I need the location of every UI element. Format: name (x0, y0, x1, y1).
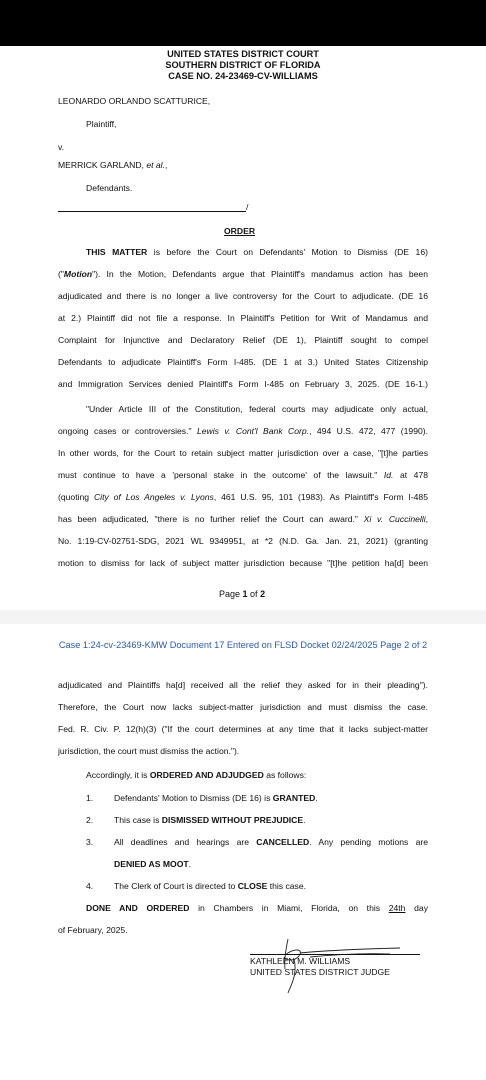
p2-line4: jurisdiction, the court must dismiss the action."). (58, 746, 240, 756)
judge-title: UNITED STATES DISTRICT JUDGE (250, 967, 390, 977)
para1-line4: at 2.) Plaintiff did not file a response. In Plaintiff's Petition for Writ of Mandamus and (58, 313, 428, 323)
top-black-bar (0, 0, 486, 46)
defendant-name: MERRICK GARLAND, et al., (58, 160, 168, 170)
para1-line3: adjudicated and there is no longer a live controversy for the Court to adjudicate. (DE 16 (58, 291, 428, 301)
para1-line6: Defendants to adjudicate Plaintiff's Form I-485. (DE 1 at 3.) United States Citizenship (58, 357, 428, 367)
plaintiff-name: LEONARDO ORLANDO SCATTURICE, (58, 96, 211, 106)
para1-line2: ("Motion"). In the Motion, Defendants argue that Plaintiff's mandamus action has been (58, 269, 428, 279)
defendant-role: Defendants. (86, 183, 133, 193)
para2-line1: "Under Article III of the Constitution, federal courts may adjudicate only actual, (86, 404, 428, 414)
p2-line3: Fed. R. Civ. P. 12(h)(3) ("If the court determines at any time that it lacks subject-matter (58, 724, 428, 734)
done-ordered-line: DONE AND ORDERED in Chambers in Miami, Florida, on this 24th day (86, 903, 428, 913)
page-gap (0, 610, 486, 624)
case-number: CASE NO. 24-23469-CV-WILLIAMS (168, 71, 318, 81)
para1-line7: and Immigration Services denied Plaintiff's Form I-485 on February 3, 2025. (DE 16-1.) (58, 379, 428, 389)
ecf-header: Case 1:24-cv-23469-KMW Document 17 Entered on FLSD Docket 02/24/2025 Page 2 of 2 (58, 640, 428, 650)
item4-text: The Clerk of Court is directed to CLOSE this case. (114, 881, 307, 891)
para1-line1: THIS MATTER is before the Court on Defendants' Motion to Dismiss (DE 16) (86, 247, 428, 257)
para2-line4: must continue to have a 'personal stake in the outcome' of the lawsuit." Id. at 478 (58, 470, 429, 480)
para1-line5: Complaint for Injunctive and Declaratory Relief (DE 1), Plaintiff sought to compel (58, 335, 428, 345)
document-page-2 (0, 624, 486, 1080)
page-footer: Page 1 of 2 (219, 589, 266, 599)
item3-text: All deadlines and hearings are CANCELLED. Any pending motions are (114, 837, 428, 847)
court-name: UNITED STATES DISTRICT COURT (167, 49, 319, 59)
item2-text: This case is DISMISSED WITHOUT PREJUDICE. (114, 815, 306, 825)
p2-line2: Therefore, the Court now lacks subject-matter jurisdiction and must dismiss the case. (58, 702, 428, 712)
item3-number: 3. (86, 837, 94, 847)
para2-line7: No. 1:19-CV-02751-SDG, 2021 WL 9349951, at *2 (N.D. Ga. Jan. 21, 2021) (granting (58, 536, 428, 546)
para2-line6: has been adjudicated, "there is no further relief the Court can award." Xi v. Cuccinelli, (58, 514, 428, 524)
judge-name: KATHLEEN M. WILLIAMS (250, 956, 351, 966)
signature-line (250, 954, 420, 955)
item1-text: Defendants' Motion to Dismiss (DE 16) is GRANTED. (114, 793, 318, 803)
item1-number: 1. (86, 793, 94, 803)
caption-rule (58, 211, 246, 212)
versus-label: v. (58, 142, 65, 152)
district-name: SOUTHERN DISTRICT OF FLORIDA (165, 60, 321, 70)
caption-slash: / (246, 202, 249, 212)
para2-line2: ongoing cases or controversies." Lewis v. Cont'l Bank Corp., 494 U.S. 472, 477 (1990). (58, 426, 429, 436)
plaintiff-role: Plaintiff, (86, 119, 117, 129)
item2-number: 2. (86, 815, 94, 825)
accordingly-line: Accordingly, it is ORDERED AND ADJUDGED as follows: (86, 770, 307, 780)
document-page-1 (0, 46, 486, 610)
order-title: ORDER (224, 226, 256, 236)
item4-number: 4. (86, 881, 94, 891)
para2-line5: (quoting City of Los Angeles v. Lyons, 461 U.S. 95, 101 (1983). As Plaintiff's Form I-485 (58, 492, 428, 502)
done-ordered-line2: of February, 2025. (58, 925, 128, 935)
p2-line1: adjudicated and Plaintiffs ha[d] received all the relief they asked for in their pleading"). (58, 680, 428, 690)
para2-line3: In other words, for the Court to retain subject matter jurisdiction over a case, "[t]he parties (58, 448, 428, 458)
para2-line8: motion to dismiss for lack of subject matter jurisdiction because "[t]he petition ha[d] been (58, 558, 428, 568)
item3-text-cont: DENIED AS MOOT. (114, 859, 192, 869)
